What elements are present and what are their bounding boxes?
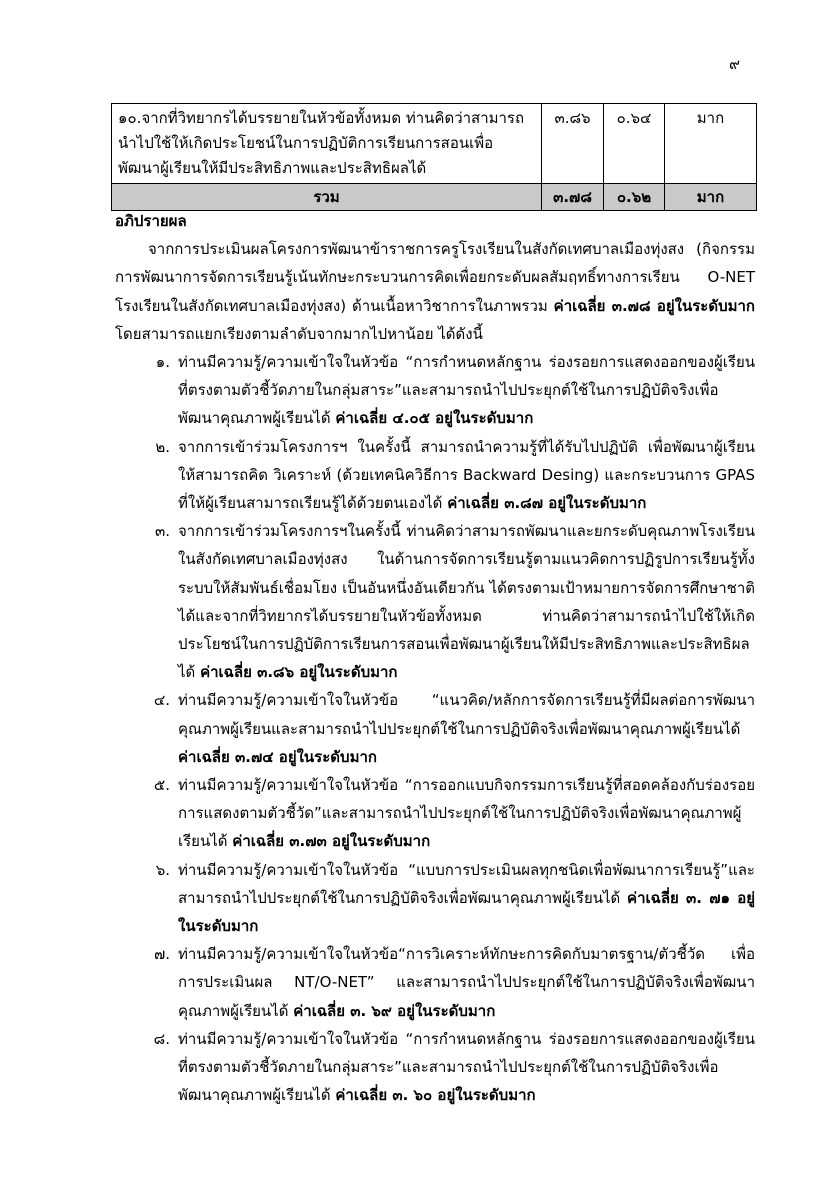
item-text: ท่านมีความรู้/ความเข้าใจในหัวข้อ “แบบการประเมินผลทุกชนิดเพื่อพัฒนาการเรียนรู้”และสามารถนำไปประยุกต์ใช้ในการปฏิบัติจริงเพื่อพัฒนาคุณภาพผู้เรียนได้ bbox=[178, 860, 755, 907]
total-mean-cell: ๓.๗๘ bbox=[542, 184, 604, 211]
item-highlight: ค่าเฉลี่ย ๔.๐๕ อยู่ในระดับมาก bbox=[335, 409, 534, 428]
item-number: ๗. bbox=[153, 945, 170, 964]
total-level-cell: มาก bbox=[665, 184, 757, 211]
item-body bbox=[178, 856, 755, 941]
list-item bbox=[115, 1025, 755, 1110]
item-body bbox=[178, 686, 755, 771]
item-highlight: ค่าเฉลี่ย ๓. ๗๑ อยู่ในระดับมาก bbox=[178, 888, 755, 936]
intro-paragraph bbox=[115, 235, 755, 348]
list-item bbox=[115, 686, 755, 771]
total-sd-cell: ๐.๖๒ bbox=[604, 184, 665, 211]
list-item bbox=[115, 348, 755, 433]
item-highlight: ค่าเฉลี่ย ๓. ๖๙ อยู่ในระดับมาก bbox=[293, 1001, 496, 1020]
level-cell: มาก bbox=[665, 104, 757, 184]
item-body bbox=[178, 771, 755, 856]
item-text: ท่านมีความรู้/ความเข้าใจในหัวข้อ “การกำหนดหลักฐาน ร่องรอยการแสดงออกของผู้เรียนที่ตรงตามตัวชี้วัดภายในกลุ่มสาระ”และสามารถนำไปประยุกต์ใช้ในการปฏิบัติจริงเพื่อพัฒนาคุณภาพผู้เรียนได้ bbox=[178, 353, 755, 428]
item-highlight: ค่าเฉลี่ย ๓.๗๓ อยู่ในระดับมาก bbox=[232, 832, 431, 851]
item-body bbox=[178, 433, 755, 518]
item-body bbox=[178, 940, 755, 1025]
item-number: ๑. bbox=[155, 353, 170, 372]
list-item bbox=[115, 433, 755, 518]
item-text: ท่านมีความรู้/ความเข้าใจในหัวข้อ “แนวคิด/หลักการจัดการเรียนรู้ที่มีผลต่อการพัฒนาคุณภาพผู้เรียนและสามารถนำไปประยุกต์ใช้ในการปฏิบัติจริงเพื่อพัฒนาคุณภาพผู้เรียนได้ bbox=[178, 691, 755, 738]
findings-list bbox=[115, 348, 755, 1109]
item-body bbox=[178, 348, 755, 433]
item-text: จากการเข้าร่วมโครงการฯ ในครั้งนี้ สามารถนำความรู้ที่ได้รับไปปฏิบัติ เพื่อพัฒนาผู้เรียนให้สามารถคิด วิเคราะห์ (ด้วยเทคนิควิธีการ Backward Desing) และกระบวนการ GPAS ที่ให้ผู้เรียนสามารถเรียนรู้ได้ด้วยตนเองได้ bbox=[178, 437, 755, 513]
item-text: จากการเข้าร่วมโครงการฯในครั้งนี้ ท่านคิดว่าสามารถพัฒนาและยกระดับคุณภาพโรงเรียนในสังกัดเทศบาลเมืองทุ่งสง ในด้านการจัดการเรียนรู้ตามแนวคิดการปฏิรูปการเรียนรู้ทั้งระบบให้สัมพันธ์เชื่อมโยง เป็นอันหนึ่งอันเดียวกัน ได้ตรงตามเป้าหมายการจัดการศึกษาชาติได้และจากที่วิทยากรได้บรรยายในหัวข้อทั้งหมด ท่านคิดว่าสามารถนำไปใช้ให้เกิดประโยชน์ในการปฏิบัติการเรียนการสอนเพื่อพัฒนาผู้เรียนให้มีประสิทธิภาพและประสิทธิผลได้ bbox=[178, 522, 755, 682]
item-text: ท่านมีความรู้/ความเข้าใจในหัวข้อ“การวิเคราะห์ทักษะการคิดกับมาตรฐาน/ตัวชี้วัด เพื่อการประเมินผล NT/O-NET” และสามารถนำไปประยุกต์ใช้ในการปฏิบัติจริงเพื่อพัฒนาคุณภาพผู้เรียนได้ bbox=[178, 945, 755, 1020]
item-highlight: ค่าเฉลี่ย ๓. ๖๐ อยู่ในระดับมาก bbox=[335, 1086, 536, 1105]
item-body bbox=[178, 517, 755, 686]
section-heading: อภิปรายผล bbox=[115, 212, 187, 230]
item-highlight: ค่าเฉลี่ย ๓.๗๔ อยู่ในระดับมาก bbox=[178, 747, 377, 766]
item-number: ๒. bbox=[155, 437, 170, 456]
item-highlight: ค่าเฉลี่ย ๓.๘๖ อยู่ในระดับมาก bbox=[200, 663, 398, 682]
intro-text: จากการประเมินผลโครงการพัฒนาข้าราชการครูโรงเรียนในสังกัดเทศบาลเมืองทุ่งสง (กิจกรรมการพัฒนาการจัดการเรียนรู้เน้นทักษะกระบวนการคิดเพื่อยกระดับผลสัมฤทธิ์ทางการเรียน O-NET โรงเรียนในสังกัดเทศบาลเมืองทุ่งสง) ด้านเนื้อหาวิชาการในภาพรวม bbox=[115, 240, 755, 315]
intro-end: โดยสามารถแยกเรียงตามลำดับจากมากไปหาน้อย ได้ดังนี้ bbox=[115, 324, 483, 343]
item-text-cell: ๑๐.จากที่วิทยากรได้บรรยายในหัวข้อทั้งหมด ท่านคิดว่าสามารถนำไปใช้ให้เกิดประโยชน์ในการปฏิบัติการเรียนการสอนเพื่อพัฒนาผู้เรียนให้มีประสิทธิภาพและประสิทธิผลได้ bbox=[112, 104, 542, 184]
item-body bbox=[178, 1025, 755, 1110]
item-text: ท่านมีความรู้/ความเข้าใจในหัวข้อ “การออกแบบกิจกรรมการเรียนรู้ที่สอดคล้องกับร่องรอยการแสดงตามตัวชี้วัด”และสามารถนำไปประยุกต์ใช้ในการปฏิบัติจริงเพื่อพัฒนาคุณภาพผู้เรียนได้ bbox=[178, 776, 755, 851]
total-label-cell: รวม bbox=[112, 184, 542, 211]
list-item bbox=[115, 517, 755, 686]
list-item bbox=[115, 856, 755, 941]
sd-cell: ๐.๖๔ bbox=[604, 104, 665, 184]
discussion-section bbox=[115, 207, 755, 1110]
item-highlight: ค่าเฉลี่ย ๓.๘๗ อยู่ในระดับมาก bbox=[447, 494, 647, 513]
item-number: ๓. bbox=[154, 522, 170, 541]
item-number: ๕. bbox=[153, 776, 170, 795]
page-number: ๙ bbox=[729, 55, 740, 73]
item-number: ๖. bbox=[155, 860, 170, 879]
item-number: ๘. bbox=[153, 1029, 170, 1048]
evaluation-table bbox=[111, 103, 757, 211]
item-number: ๔. bbox=[153, 691, 170, 710]
item-text: ท่านมีความรู้/ความเข้าใจในหัวข้อ “การกำหนดหลักฐาน ร่องรอยการแสดงออกของผู้เรียนที่ตรงตามตัวชี้วัดภายในกลุ่มสาระ”และสามารถนำไปประยุกต์ใช้ในการปฏิบัติจริงเพื่อพัฒนาคุณภาพผู้เรียนได้ bbox=[178, 1029, 755, 1105]
mean-cell: ๓.๘๖ bbox=[542, 104, 604, 184]
table-row bbox=[112, 104, 757, 184]
list-item bbox=[115, 940, 755, 1025]
intro-highlight: ค่าเฉลี่ย ๓.๗๘ อยู่ในระดับมาก bbox=[553, 296, 755, 315]
list-item bbox=[115, 771, 755, 856]
